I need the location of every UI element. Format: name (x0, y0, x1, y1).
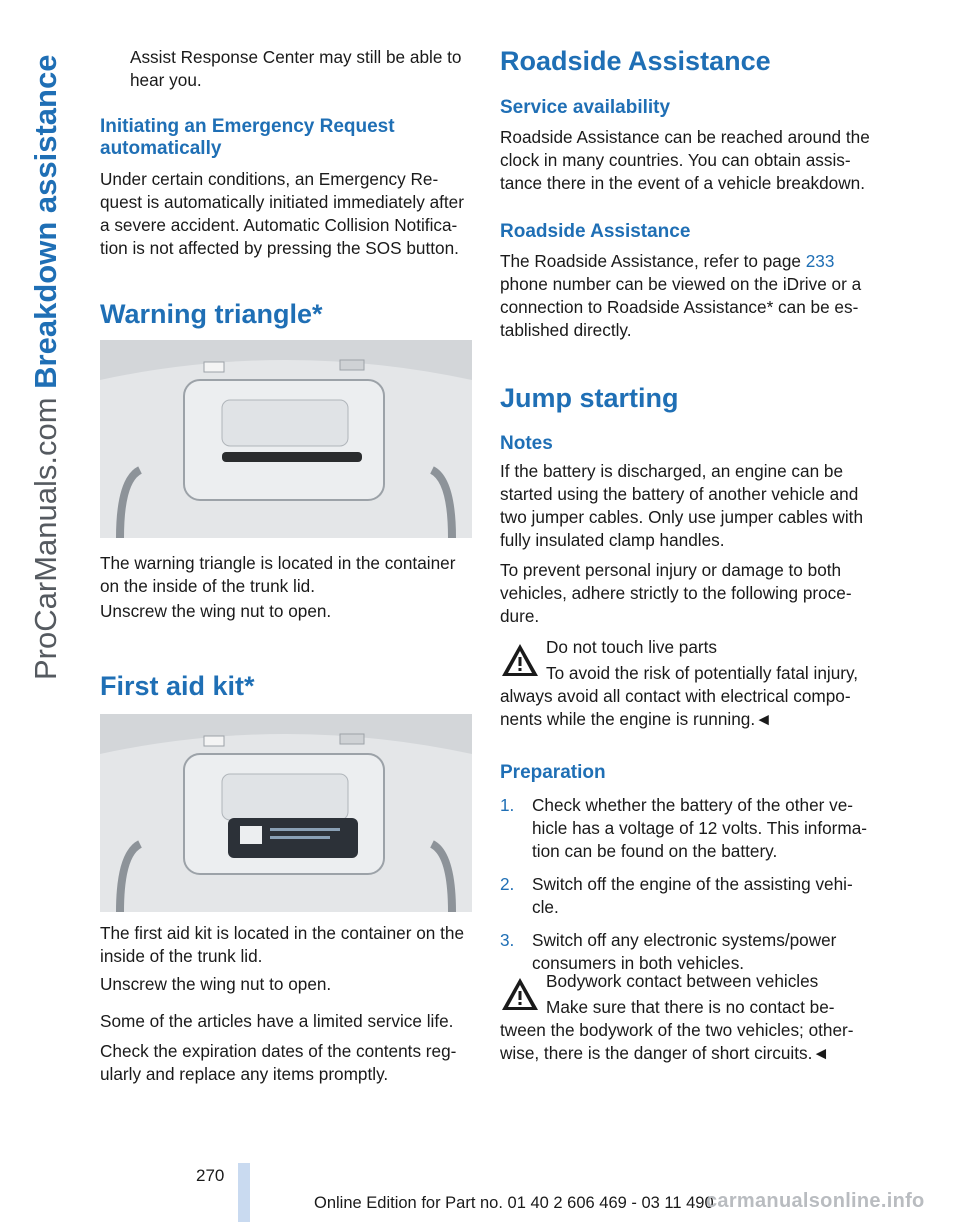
preparation-step (500, 929, 872, 975)
step-text: Switch off any electronic systems/power consumers in both vehicles. (532, 930, 837, 973)
warning-live-parts-title: Do not touch live parts (546, 637, 718, 657)
warning-triangle-heading: Warning triangle* (100, 299, 323, 329)
first-aid-heading: First aid kit* (100, 671, 255, 701)
warning-triangle-photo (100, 340, 472, 538)
notes-heading: Notes (500, 433, 553, 454)
sidebar (0, 0, 63, 1222)
preparation-step (500, 873, 872, 919)
jump-starting-heading: Jump starting (500, 383, 679, 413)
roadside-text-a: The Roadside Assistance, refer to page (500, 251, 806, 271)
intro-paragraph: Assist Response Center may still be able to hear you. (130, 47, 462, 90)
sidebar-site: ProCarManuals.com (28, 397, 63, 680)
warning-bodywork-title: Bodywork contact between vehicles (546, 971, 819, 991)
auto-emergency-heading: Initiating an Emergency Request automatically (100, 116, 395, 159)
warning-live-parts (500, 636, 872, 731)
step-text: Switch off the engine of the assisting vehi-cle. (532, 874, 853, 917)
warning-triangle-location: The warning triangle is located in the container on the inside of the trunk lid. (100, 553, 456, 596)
roadside-paragraph (500, 250, 872, 342)
page-number: 270 (196, 1166, 225, 1185)
first-aid-open: Unscrew the wing nut to open. (100, 974, 332, 994)
footer-bar (238, 1163, 250, 1222)
first-aid-location: The first aid kit is located in the container on the inside of the trunk lid. (100, 923, 465, 966)
step-number: 2. (500, 874, 515, 894)
step-number: 3. (500, 930, 515, 950)
roadside-heading: Roadside Assistance (500, 46, 771, 76)
roadside-subheading: Roadside Assistance (500, 221, 691, 242)
edition-text: Online Edition for Part no. 01 40 2 606 469 - 03 11 490 (314, 1194, 714, 1212)
sidebar-title (28, 55, 64, 680)
preparation-steps (500, 794, 872, 985)
sidebar-section: Breakdown assistance (28, 54, 63, 389)
auto-emergency-paragraph: Under certain conditions, an Emergency Re-quest is automatically initiated immediately after a severe accident. Automatic Collision Notifica-tion is not affected by pressing the SOS button. (100, 169, 464, 258)
first-aid-photo (100, 714, 472, 912)
roadside-text-b: phone number can be viewed on the iDrive or a connection to Roadside Assistance* can be es-tablished directly. (500, 274, 862, 340)
preparation-heading: Preparation (500, 762, 606, 783)
warning-bodywork-body-first: Make sure that there is no contact be- (546, 997, 835, 1017)
notes-paragraph-1: If the battery is discharged, an engine can be started using the battery of another vehicle and two jumper cables. Only use jumper cables with fully insulated clamp handles. (500, 461, 864, 550)
page-233-link[interactable]: 233 (805, 251, 835, 271)
step-text: Check whether the battery of the other ve-hicle has a voltage of 12 volts. This informa-tion can be found on the battery. (532, 795, 868, 861)
warning-triangle-icon (500, 642, 540, 678)
notes-paragraph-2: To prevent personal injury or damage to both vehicles, adhere strictly to the following proce-dure. (500, 560, 852, 626)
warning-bodywork-contact (500, 970, 872, 1065)
first-aid-expiration: Check the expiration dates of the contents reg-ularly and replace any items promptly. (100, 1041, 457, 1084)
warning-live-parts-body-first: To avoid the risk of potentially fatal injury, (546, 663, 859, 683)
first-aid-service-life: Some of the articles have a limited service life. (100, 1011, 454, 1031)
service-availability-heading: Service availability (500, 97, 671, 118)
warning-live-parts-body-rest: always avoid all contact with electrical compo-nents while the engine is running.◄ (500, 686, 851, 729)
step-number: 1. (500, 795, 515, 815)
warning-triangle-open: Unscrew the wing nut to open. (100, 601, 332, 621)
warning-triangle-icon (500, 976, 540, 1012)
watermark: carmanualsonline.info (706, 1190, 925, 1212)
warning-bodywork-body-rest: tween the bodywork of the two vehicles; other-wise, there is the danger of short circuits.◄ (500, 1020, 854, 1063)
service-availability-paragraph: Roadside Assistance can be reached around the clock in many countries. You can obtain assis-tance there in the event of a vehicle breakdown. (500, 127, 870, 193)
preparation-step (500, 794, 872, 863)
